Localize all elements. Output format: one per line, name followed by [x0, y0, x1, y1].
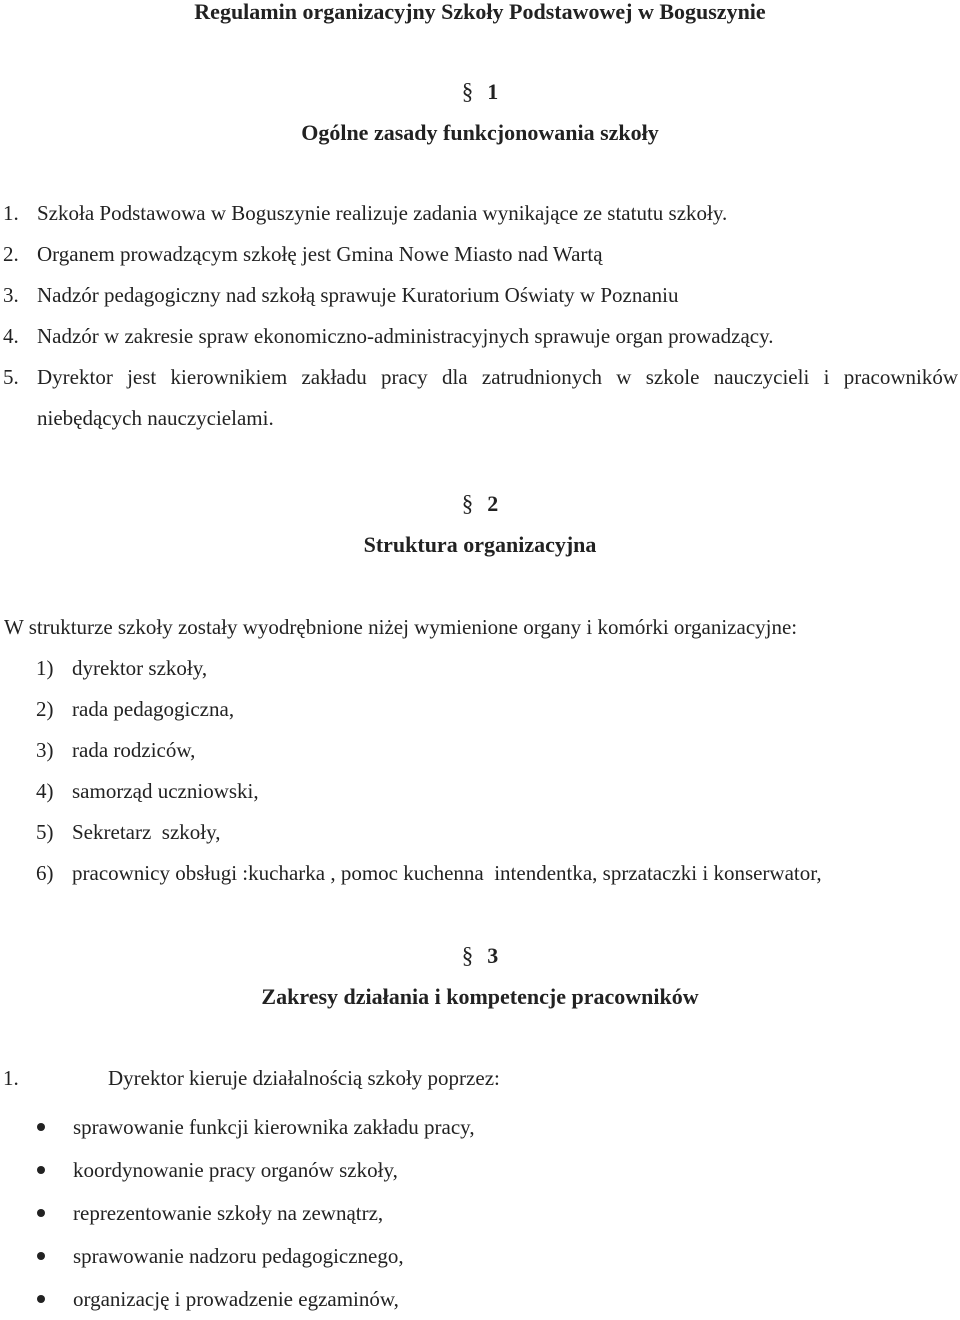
- bullet-item-text: reprezentowanie szkoły na zewnątrz,: [73, 1200, 384, 1225]
- list-item: [0, 357, 958, 439]
- section-1-number: [0, 80, 960, 104]
- section-2-heading: Struktura organizacyjna: [363, 532, 597, 557]
- section-sign: §: [461, 79, 474, 104]
- list-item-text: pracownicy obsługi :kucharka , pomoc kuchenna intendentka, sprzataczki i konserwator,: [72, 861, 822, 885]
- list-item-number: 2): [36, 697, 54, 721]
- section-3-heading: Zakresy działania i kompetencje pracowników: [261, 984, 699, 1009]
- bullet-item-text: sprawowanie funkcji kierownika zakładu pracy,: [73, 1114, 475, 1139]
- list-item: [0, 735, 958, 776]
- list-item: [0, 858, 958, 899]
- list-item-number: 4.: [3, 324, 19, 348]
- list-item-text: Sekretarz szkoły,: [72, 820, 221, 844]
- list-item: [0, 275, 958, 316]
- document-title: Regulamin organizacyjny Szkoły Podstawowej w Boguszynie: [194, 0, 766, 24]
- bullet-item: [0, 1191, 958, 1234]
- list-item: [0, 193, 958, 234]
- bullet-dot-icon: [0, 1284, 73, 1314]
- section-3-number: [0, 944, 960, 968]
- bullet-item: [0, 1148, 958, 1191]
- bullet-dot-icon: [0, 1112, 73, 1142]
- list-item-text: samorząd uczniowski,: [72, 779, 259, 803]
- list-item-number: 4): [36, 779, 54, 803]
- list-item-number: 6): [36, 861, 54, 885]
- section-2-intro: W strukturze szkoły zostały wyodrębnione niżej wymienione organy i komórki organizacyjne:: [4, 615, 798, 639]
- section-3-bullet-list: [0, 1105, 958, 1320]
- list-item-number: 1.: [3, 201, 19, 225]
- section-3-lead-item: [0, 1063, 500, 1093]
- bullet-item: [0, 1105, 958, 1148]
- list-item-text: rada pedagogiczna,: [72, 697, 235, 721]
- list-item: [0, 694, 958, 735]
- bullet-dot-icon: [0, 1241, 73, 1271]
- list-item: [0, 817, 958, 858]
- list-item-text: Nadzór pedagogiczny nad szkołą sprawuje Kuratorium Oświaty w Poznaniu: [37, 283, 679, 307]
- section-sign: §: [461, 943, 474, 968]
- list-item-number: 3.: [3, 283, 19, 307]
- list-item: [0, 653, 958, 694]
- list-item-text: Organem prowadzącym szkołę jest Gmina Nowe Miasto nad Wartą: [37, 242, 603, 266]
- list-item-text: rada rodziców,: [72, 738, 196, 762]
- section-1-heading: Ogólne zasady funkcjonowania szkoły: [301, 120, 659, 145]
- list-item-number: 1): [36, 656, 54, 680]
- list-item-text: Nadzór w zakresie spraw ekonomiczno-administracyjnych sprawuje organ prowadzący.: [37, 324, 774, 348]
- list-item-text: dyrektor szkoły,: [72, 656, 208, 680]
- list-item: [0, 316, 958, 357]
- list-item-number: 1.: [3, 1066, 19, 1090]
- list-item-text: Szkoła Podstawowa w Boguszynie realizuje zadania wynikające ze statutu szkoły.: [37, 201, 728, 225]
- section-2-number: [0, 492, 960, 516]
- list-item-number: 2.: [3, 242, 19, 266]
- list-item-number: 3): [36, 738, 54, 762]
- list-item: [0, 776, 958, 817]
- section-number: 3: [487, 943, 499, 968]
- list-item-number: 5.: [3, 365, 19, 389]
- bullet-dot-icon: [0, 1198, 73, 1228]
- section-number: 1: [487, 79, 499, 104]
- section-number: 2: [487, 491, 499, 516]
- bullet-dot-icon: [0, 1155, 73, 1185]
- bullet-item: [0, 1277, 958, 1320]
- section-2-list: [0, 653, 958, 899]
- bullet-item-text: organizację i prowadzenie egzaminów,: [73, 1286, 399, 1311]
- bullet-item-text: sprawowanie nadzoru pedagogicznego,: [73, 1243, 404, 1268]
- list-item: [0, 234, 958, 275]
- list-item-number: 5): [36, 820, 54, 844]
- section-sign: §: [461, 491, 474, 516]
- list-item-text: Dyrektor kieruje działalnością szkoły poprzez:: [108, 1066, 500, 1090]
- list-item-text: Dyrektor jest kierownikiem zakładu pracy dla zatrudnionych w szkole nauczycieli i pracowników niebędących nauczycielami.: [37, 365, 958, 430]
- bullet-item: [0, 1234, 958, 1277]
- section-1-list: [0, 193, 958, 439]
- bullet-item-text: koordynowanie pracy organów szkoły,: [73, 1157, 398, 1182]
